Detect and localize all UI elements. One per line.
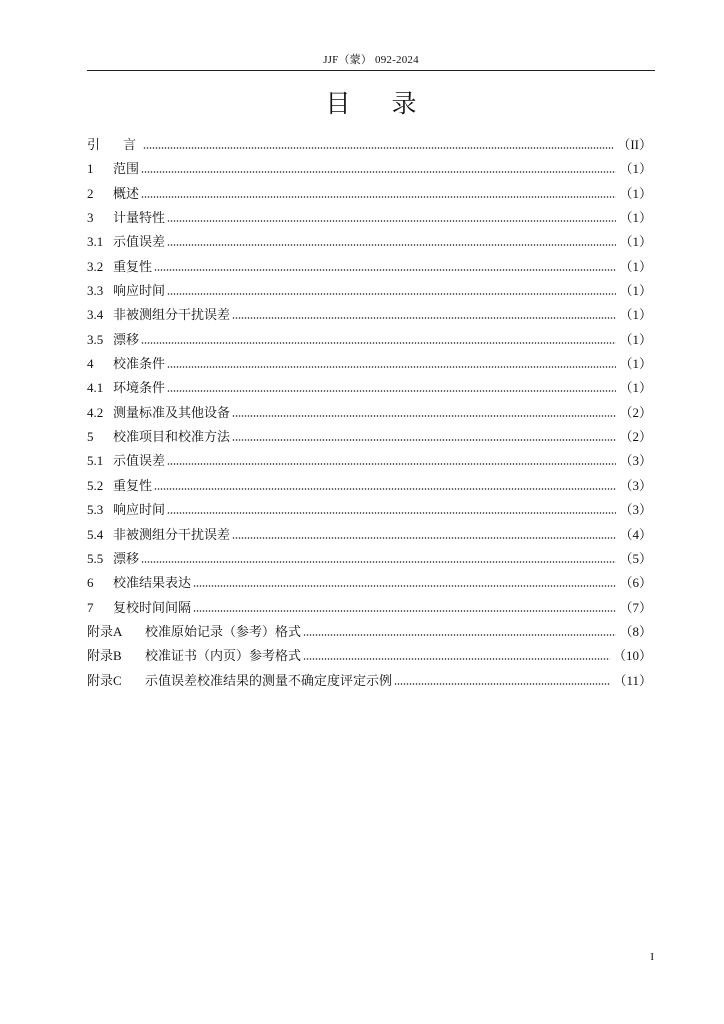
toc-dot-leader [141, 561, 616, 563]
toc-entry-number: 5.5 [87, 550, 104, 566]
toc-entry-title: 响应时间 [113, 502, 166, 518]
toc-entry-number: 3.3 [87, 282, 104, 298]
toc-entry-number: 7 [87, 599, 94, 615]
toc-dot-leader [167, 366, 616, 368]
toc-entry-page: （2） [619, 404, 652, 420]
toc-entry-title: 复校时间间隔 [113, 599, 192, 615]
toc-entry-title: 测量标准及其他设备 [113, 404, 231, 420]
toc-dot-leader [303, 658, 610, 660]
toc-dot-leader [193, 610, 616, 612]
toc-entry-page: （1） [619, 380, 652, 396]
toc-dot-leader [167, 220, 616, 222]
toc-entry-title: 漂移 [113, 550, 140, 566]
toc-entry-number: 附录A [87, 623, 123, 639]
toc-entry [87, 523, 652, 547]
toc-dot-leader [167, 390, 616, 392]
toc-dot-leader [141, 196, 616, 198]
toc-entry [87, 182, 652, 206]
toc-entry [87, 669, 652, 693]
toc-dot-leader [167, 512, 616, 514]
toc-entry-page: （5） [619, 550, 652, 566]
toc-entry-title: 校准结果表达 [113, 575, 192, 591]
toc-entry-title: 示值误差校准结果的测量不确定度评定示例 [145, 672, 393, 688]
toc-entry-page: （1） [619, 209, 652, 225]
toc-dot-leader [167, 463, 616, 465]
toc-entry-number: 4.2 [87, 404, 104, 420]
toc-entry-title: 环境条件 [113, 380, 166, 396]
toc-entry-title: 校准项目和校准方法 [113, 429, 231, 445]
toc-entry [87, 401, 652, 425]
toc-entry-page: （10） [612, 648, 652, 664]
toc-entry-title: 概述 [113, 185, 140, 201]
toc-entry [87, 157, 652, 181]
toc-dot-leader [303, 634, 616, 636]
toc-entry-page: （7） [619, 599, 652, 615]
toc-entry-page: （2） [619, 429, 652, 445]
toc-entry [87, 498, 652, 522]
toc-entry-title: 响应时间 [113, 282, 166, 298]
toc-entry-page: （3） [619, 502, 652, 518]
toc-entry [87, 474, 652, 498]
toc-entry [87, 596, 652, 620]
toc-dot-leader [141, 171, 616, 173]
toc-dot-leader [154, 488, 616, 490]
toc-dot-leader [193, 585, 616, 587]
running-header: JJF（蒙） 092-2024 [323, 54, 419, 66]
toc-entry-title: 校准条件 [113, 356, 166, 372]
toc-entry-page: （1） [619, 234, 652, 250]
toc-dot-leader [394, 683, 610, 685]
toc-entry-number: 3.2 [87, 258, 104, 274]
toc-dot-leader [232, 537, 616, 539]
toc-entry-title: 计量特性 [113, 209, 166, 225]
toc-entry-title: 范围 [113, 161, 140, 177]
toc-entry-title: 校准原始记录（参考）格式 [145, 623, 302, 639]
toc-entry-number: 3.5 [87, 331, 104, 347]
toc-entry [87, 133, 652, 157]
toc-entry [87, 328, 652, 352]
toc-dot-leader [143, 147, 614, 149]
toc-entry-page: （3） [619, 477, 652, 493]
toc-entry-title: 示值误差 [113, 234, 166, 250]
toc-entry-title: 漂移 [113, 331, 140, 347]
toc-entry-number: 1 [87, 161, 94, 177]
page-title: 目 录 [325, 91, 425, 118]
toc-entry-title: 非被测组分干扰误差 [113, 526, 231, 542]
toc-entry-number: 5.4 [87, 526, 104, 542]
toc-entry [87, 279, 652, 303]
toc-entry-number: 3 [87, 209, 94, 225]
toc-dot-leader [154, 269, 616, 271]
toc-dot-leader [232, 317, 616, 319]
toc-entry [87, 644, 652, 668]
toc-entry-title: 非被测组分干扰误差 [113, 307, 231, 323]
toc-dot-leader [232, 415, 616, 417]
toc-dot-leader [167, 244, 616, 246]
toc-entry-page: （11） [613, 672, 652, 688]
toc-entry-title: 重复性 [113, 477, 153, 493]
toc-entry-page: （1） [619, 161, 652, 177]
toc-entry-page: （1） [619, 185, 652, 201]
toc-entry-page: （1） [619, 282, 652, 298]
toc-entry-number: 5.2 [87, 477, 104, 493]
toc-entry-number: 2 [87, 185, 94, 201]
toc-entry-number: 4.1 [87, 380, 104, 396]
toc-entry-number: 附录B [87, 648, 122, 664]
toc-entry [87, 230, 652, 254]
toc-entry-page: （8） [619, 623, 652, 639]
toc-entry [87, 255, 652, 279]
toc-entry-page: （1） [619, 356, 652, 372]
toc-entry [87, 206, 652, 230]
toc-dot-leader [167, 293, 616, 295]
toc-entry-title: 示值误差 [113, 453, 166, 469]
toc-entry-number: 3.1 [87, 234, 104, 250]
toc-entry-number: 4 [87, 356, 94, 372]
toc-dot-leader [141, 342, 616, 344]
toc-entry [87, 449, 652, 473]
table-of-contents [87, 133, 652, 693]
toc-entry-number: 附录C [87, 672, 122, 688]
toc-entry-title: 校准证书（内页）参考格式 [145, 648, 302, 664]
toc-entry-page: （II） [617, 136, 652, 152]
toc-entry-title: 引 言 [87, 136, 142, 152]
header-divider [87, 70, 655, 71]
toc-entry-number: 6 [87, 575, 94, 591]
toc-dot-leader [232, 439, 616, 441]
toc-entry-page: （6） [619, 575, 652, 591]
toc-entry-page: （1） [619, 331, 652, 347]
toc-entry-page: （1） [619, 307, 652, 323]
toc-entry-page: （3） [619, 453, 652, 469]
toc-entry-number: 5 [87, 429, 94, 445]
toc-entry [87, 425, 652, 449]
toc-entry-number: 5.1 [87, 453, 104, 469]
toc-entry [87, 376, 652, 400]
toc-entry [87, 352, 652, 376]
toc-entry [87, 547, 652, 571]
toc-entry-page: （4） [619, 526, 652, 542]
toc-entry-page: （1） [619, 258, 652, 274]
toc-entry [87, 571, 652, 595]
toc-entry-title: 重复性 [113, 258, 153, 274]
page-number: I [650, 951, 654, 963]
toc-entry-number: 3.4 [87, 307, 104, 323]
toc-entry [87, 620, 652, 644]
toc-entry [87, 303, 652, 327]
toc-entry-number: 5.3 [87, 502, 104, 518]
